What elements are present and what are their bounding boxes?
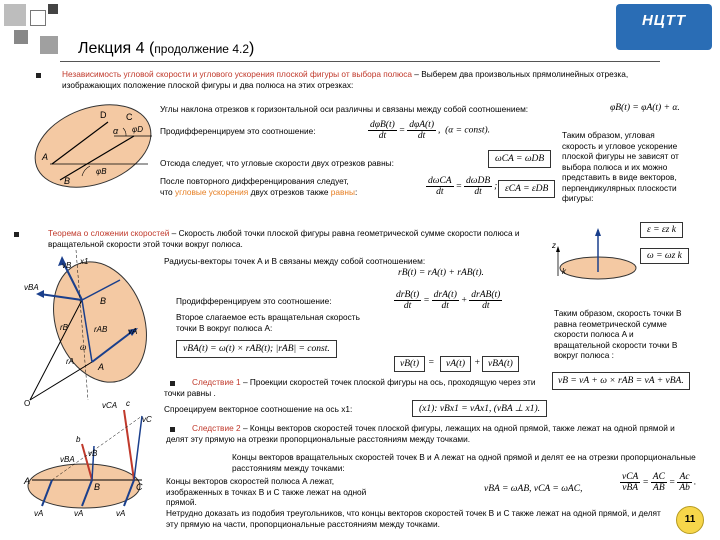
label-A-pt: A <box>98 362 105 372</box>
section2-paragraph: Теорема о сложении скоростей – Скорость любой точки плоской фигуры равна геометрической сумме скорости полюса и вращательной скорости этой точки вокруг полюса. <box>48 228 520 249</box>
label-vA-1: vA <box>34 509 44 518</box>
label-k: k <box>562 267 566 276</box>
formula-depsilon: $\frac{\text{dωCA}}{dt}$ = $\frac{\text{dωDB}}{dt}$ ; <box>428 176 498 197</box>
label-omega: ω <box>80 343 87 352</box>
formula-phi: φB(t) = φA(t) + α. <box>610 103 680 113</box>
formula-omega-box: ωCA = ωDB <box>488 150 551 168</box>
label-vA-3: vA <box>116 509 126 518</box>
page-title: Лекция 4 (продолжение 4.2) <box>78 40 255 57</box>
formula-ratio: $\frac{\text{vCA}}{\text{vBA}}$ = $\frac{AC}{AB}$ = $\frac{Ac}{Ab}$ . <box>622 472 697 493</box>
formula-vB-sum: vB = vA + ω × rAB = vA + vBA. <box>552 372 690 390</box>
corollary1-paragraph: Следствие 1 – Проекции скоростей точек плоской фигуры на ось, проходящую через эти точки равны . <box>164 377 536 398</box>
diagram-figure-segments <box>30 100 160 190</box>
diagram-velocity-theorem <box>22 250 162 410</box>
formula-vA-box: vA(t) <box>440 356 471 372</box>
decor-square-3 <box>14 30 28 44</box>
section2-side-note: Таким образом, скорость точки B равна геометрической сумме скорости полюса A и вращательной скорости точки B вокруг полюса : <box>554 308 682 360</box>
decor-square-5 <box>40 36 58 54</box>
formula-dphi: $\frac{\text{dφB(t)}}{dt}$ = $\frac{\text{dφA(t)}}{dt}$ , (α = const). <box>370 120 491 141</box>
section2-line3: Второе слагаемое есть вращательная скорость точки B вокруг полюса A: <box>176 312 360 333</box>
bullet-2 <box>14 232 19 237</box>
label-b: b <box>76 435 81 444</box>
corollary2-paragraph: Следствие 2 – Концы векторов скоростей точек плоской фигуры, лежащих на одной прямой, также лежат на одной прямой и делят эту прямую на отрезки пропорциональные расстояниям между точками. <box>166 423 675 444</box>
label-O: O <box>24 399 31 408</box>
section2-line1: Радиусы-векторы точек A и B связаны между собой соотношением: <box>164 256 426 266</box>
label-C: C <box>126 112 133 122</box>
label-vCA: vCA <box>102 401 118 410</box>
label-B-pt: B <box>100 296 107 306</box>
label-vB2: vB <box>88 449 98 458</box>
section1-line2: Продифференцируем это соотношение: <box>160 126 316 136</box>
corollary1-line2: Спроецируем векторное соотношение на ось x1: <box>164 404 353 414</box>
formula-vBAt-box: vBA(t) <box>482 356 519 372</box>
label-vA: vA <box>128 327 138 336</box>
section1-line4: После повторного дифференцирования следует, что угловые ускорения двух отрезков также равны: <box>160 176 358 197</box>
label-z: z <box>552 241 556 250</box>
section1-line1: Углы наклона отрезков к горизонтальной оси различны и связаны между собой соотношением: <box>160 104 529 114</box>
corollary2-line1: Концы векторов вращательных скоростей точек B и A лежат на одной прямой и делят ее на отрезки пропорциональные расстояниям между точками: <box>232 452 696 473</box>
label-vC: vC <box>142 415 152 424</box>
formula-rot-velocities: vBA = ωAB, vCA = ωAC, <box>484 484 583 494</box>
label-A2: A <box>24 476 31 486</box>
formula-dr: $\frac{\text{drB(t)}}{dt}$ = $\frac{\text{drA(t)}}{dt}$ + $\frac{\text{drAB(t)}}{dt}$ <box>396 290 501 311</box>
section1-line3: Отсюда следует, что угловые скорости двух отрезков равны: <box>160 158 394 168</box>
label-c: c <box>126 399 130 408</box>
formula-plus: + <box>474 358 481 368</box>
label-C2: C <box>136 482 143 492</box>
label-A: A <box>42 152 49 162</box>
decor-square-4 <box>48 4 58 14</box>
section2-line2: Продифференцируем это соотношение: <box>176 296 332 306</box>
label-phiD: φD <box>132 125 143 134</box>
corollary2-footer: Нетрудно доказать из подобия треугольников, что концы векторов скоростей точек B и C также лежат на одной прямой, и делят эту прямую на части, пропорциональные расстояниям между точками. <box>166 508 661 529</box>
decor-square-1 <box>4 4 26 26</box>
formula-eq: = <box>428 358 435 368</box>
label-rA: rA <box>66 357 74 366</box>
label-vBA2: vBA <box>60 455 75 464</box>
label-x1: x1 <box>80 257 89 266</box>
label-B2: B <box>94 482 101 492</box>
label-vB: vB <box>62 261 72 270</box>
page-number-badge: 11 <box>676 506 704 534</box>
label-D: D <box>100 110 107 120</box>
bullet-1 <box>36 73 41 78</box>
decor-square-2 <box>30 10 46 26</box>
corollary2-line2: Концы векторов скоростей полюса A лежат, изображенных в точках B и C также лежат на одной прямой. <box>166 476 367 507</box>
label-rAB: rAB <box>94 325 108 334</box>
section1-side-note: Таким образом, угловая скорость и угловое ускорение плоской фигуры не зависят от выбора полюса и их можно представить в виде векторов, перпендикулярных плоскости фигуры: <box>562 130 679 203</box>
label-vBA: vBA <box>24 283 39 292</box>
logo: НЦТТ <box>616 4 712 50</box>
formula-epsilon-box: εCA = εDB <box>498 180 555 198</box>
label-vA-2: vA <box>74 509 84 518</box>
label-B: B <box>64 176 71 186</box>
formula-vB-box: vB(t) <box>394 356 425 372</box>
formula-epsilon-vector: ε = εz k <box>640 222 683 238</box>
diagram-disk-axis <box>548 226 638 282</box>
formula-vBA-box: vBA(t) = ω(t) × rAB(t); |rAB| = const. <box>176 340 337 358</box>
formula-radius-vectors: rB(t) = rA(t) + rAB(t). <box>398 268 484 278</box>
title-divider <box>60 61 660 62</box>
formula-projection: (x1): vBx1 = vAx1, (vBA ⊥ x1). <box>412 400 547 417</box>
diagram-corollary2 <box>22 396 162 518</box>
label-alpha: α <box>113 126 119 136</box>
section1-paragraph: Независимость угловой скорости и углового ускорения плоской фигуры от выбора полюса – Выберем два произвольных прямолинейных отрезка, изображающих положение плоской фигуры и два полюса на этих отрезках: <box>62 69 629 90</box>
formula-omega-vector: ω = ωz k <box>640 248 689 264</box>
label-phiB: φB <box>96 167 107 176</box>
label-rB: rB <box>60 323 68 332</box>
